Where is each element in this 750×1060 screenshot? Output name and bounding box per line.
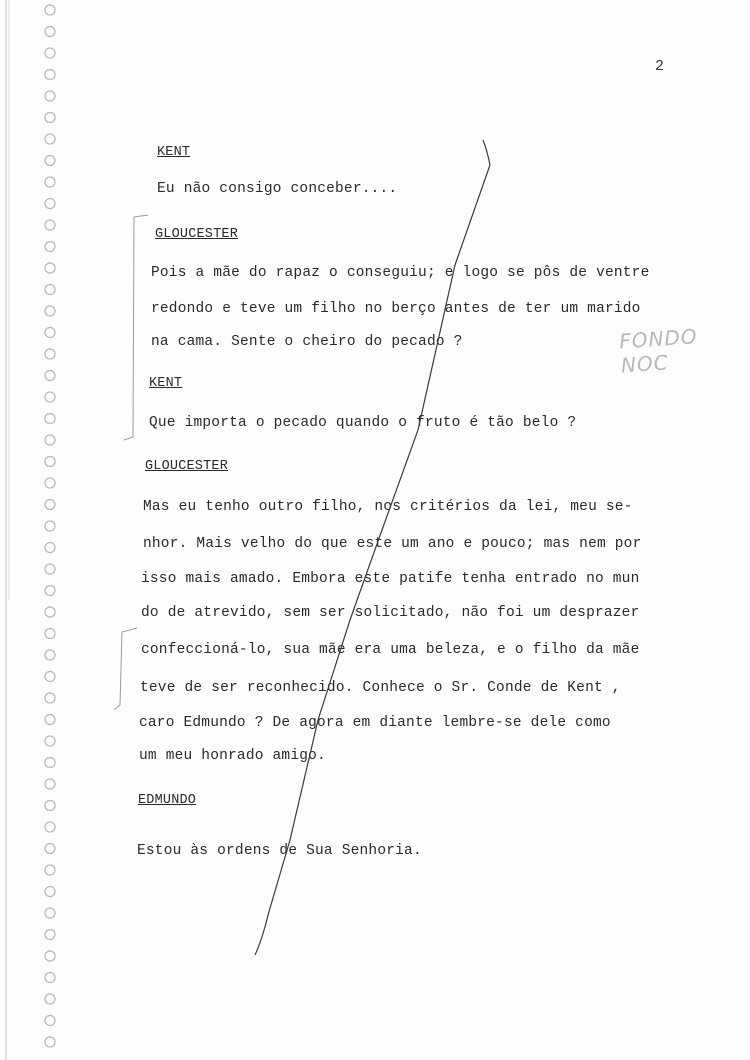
speaker-gloucester: GLOUCESTER [145, 459, 229, 474]
dialogue-line: um meu honrado amigo. [139, 748, 326, 764]
dialogue-line: Eu não consigo conceber.... [157, 181, 398, 197]
dialogue-line: isso mais amado. Embora este patife tenha entrado no mun [141, 571, 640, 587]
speaker-gloucester: GLOUCESTER [155, 227, 239, 242]
dialogue-line: caro Edmundo ? De agora em diante lembre-se dele como [139, 715, 611, 731]
bracket-mark [114, 628, 137, 710]
diagonal-pen-stroke [255, 140, 490, 955]
dialogue-line: nhor. Mais velho do que este um ano e pouco; mas nem por [143, 536, 642, 552]
dialogue-line: Estou às ordens de Sua Senhoria. [137, 843, 422, 859]
dialogue-line: redondo e teve um filho no berço antes de ter um marido [151, 301, 641, 317]
dialogue-line: teve de ser reconhecido. Conhece o Sr. Conde de Kent , [140, 680, 621, 696]
dialogue-line: Mas eu tenho outro filho, nos critérios da lei, meu se- [143, 499, 633, 515]
dialogue-line: confeccioná-lo, sua mãe era uma beleza, e o filho da mãe [141, 642, 640, 658]
dialogue-line: Pois a mãe do rapaz o conseguiu; e logo se pôs de ventre [151, 265, 650, 281]
page-number: 2 [655, 58, 665, 75]
faint-stamp: FONDO NOC [618, 324, 699, 378]
dialogue-line: do de atrevido, sem ser solicitado, não foi um desprazer [141, 605, 640, 621]
bracket-mark [124, 215, 148, 440]
speaker-edmundo: EDMUNDO [138, 793, 197, 808]
dialogue-line: Que importa o pecado quando o fruto é tão belo ? [149, 415, 577, 431]
speaker-kent: KENT [149, 376, 183, 391]
dialogue-line: na cama. Sente o cheiro do pecado ? [151, 334, 463, 350]
speaker-kent: KENT [157, 145, 191, 160]
